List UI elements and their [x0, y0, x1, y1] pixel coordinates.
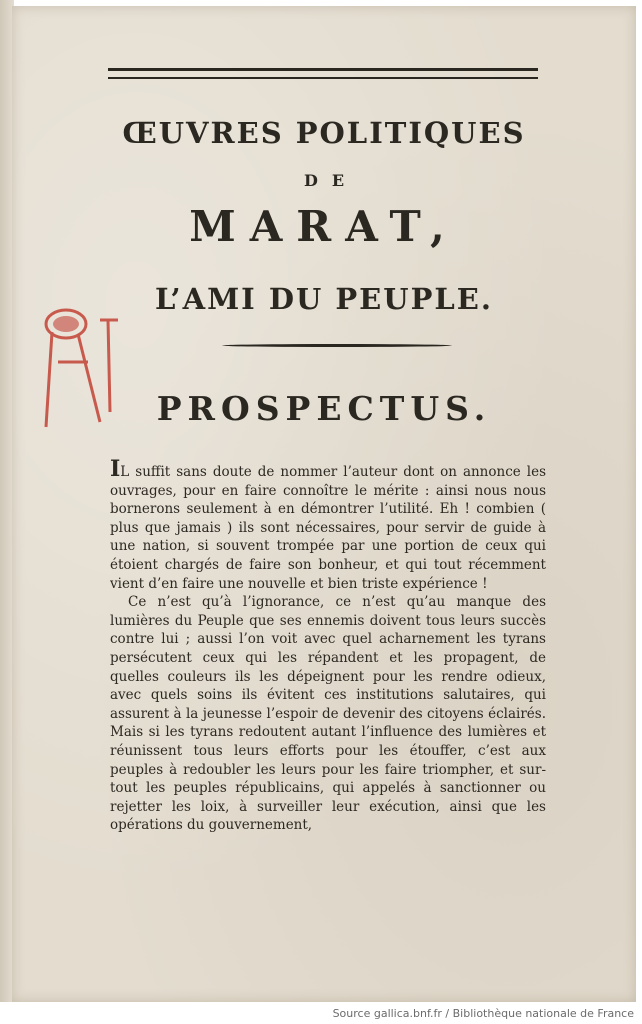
section-heading-prospectus: PROSPECTUS. [156, 389, 492, 428]
source-footer: Source gallica.bnf.fr / Bibliothèque nationale de France [332, 1007, 634, 1020]
paragraph-1 [110, 456, 546, 593]
title-de: DE [303, 171, 359, 190]
paragraph-2: Ce n’est qu’à l’ignorance, ce n’est qu’au manque des lumières du Peuple que ses ennemis doivent tous leurs succès contre lui ; aussi l’on voit avec quel acharnement les tyrans persécutent ceux qui les répandent et les propagent, de quelles couleurs ils les dépeignent pour les rendre odieux, avec quels soins ils évitent ces institutions salutaires, qui assurent à la jeunesse l’espoir de devenir des citoyens éclairés. Mais si les tyrans redoutent autant l’influence des lumières et réunissent tous leurs efforts pour les étouffer, c’est aux peuples à redoubler les leurs pour les faire triompher, et sur-tout les peuples républicains, qui appelés à sanctionner ou rejetter les loix, à surveiller leur exécution, ainsi que les opérations du gouvernement, [110, 594, 546, 834]
title-marat: MARAT, [189, 202, 459, 251]
ornament-rule [222, 344, 452, 347]
body-text [110, 456, 546, 835]
top-double-rule [108, 68, 538, 79]
dropcap: I [110, 456, 121, 482]
title-ami-du-peuple: L’AMI DU PEUPLE. [155, 282, 493, 316]
document-page [12, 6, 636, 1002]
title-oeuvres-politiques: ŒUVRES POLITIQUES [122, 116, 526, 150]
paragraph-1-text: L suffit sans doute de nommer l’auteur dont on annonce les ouvrages, pour en faire connoître le mérite : ainsi nous nous bornerons seulement à en démontrer l’utilité. Eh ! combien ( plus que jamais ) ils sont nécessaires, pour servir de guide à une nation, si souvent trompée par une portion de ceux qui étoient chargés de faire son bonheur, et qui tout récemment vient d’en faire une nouvelle et bien triste expérience ! [110, 464, 546, 592]
